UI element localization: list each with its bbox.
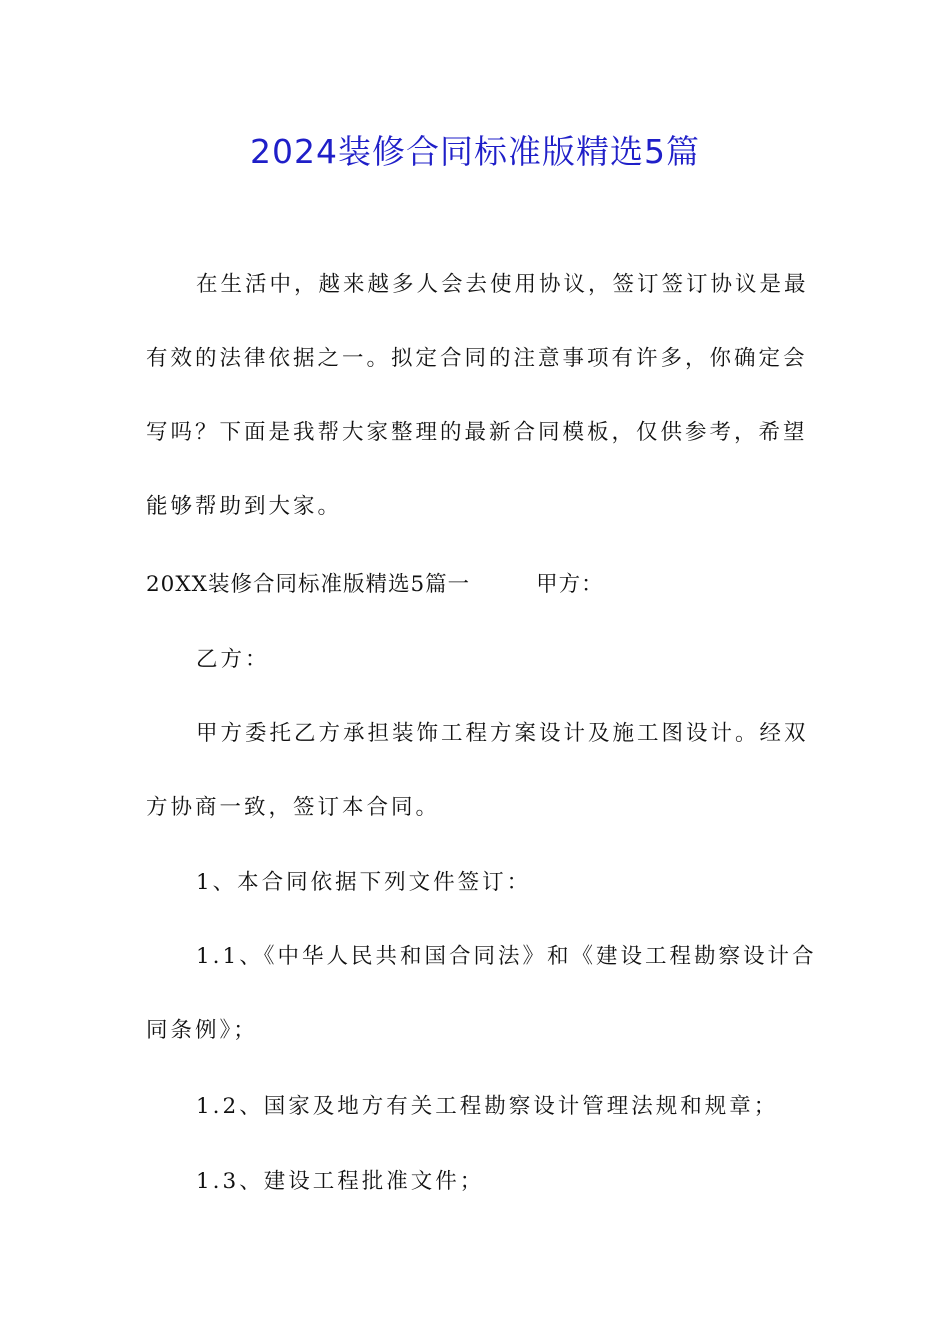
entrust-paragraph [146,715,809,863]
entrust-line: 甲方委托乙方承担装饰工程方案设计及施工图设计。经双 [196,721,809,746]
intro-paragraph [146,266,809,562]
intro-line: 有效的法律依据之一。拟定合同的注意事项有许多，你确定会 [146,346,808,371]
entrust-line: 方协商一致，签订本合同。 [146,795,441,820]
intro-line: 在生活中，越来越多人会去使用协议，签订签订协议是最 [196,272,809,297]
intro-line: 写吗？下面是我帮大家整理的最新合同模板，仅供参考，希望 [146,420,808,445]
clause-1-1 [146,938,817,1086]
document-title: 2024装修合同标准版精选5篇 [250,132,700,171]
party-b-label: 乙方： [196,647,270,672]
intro-line: 能够帮助到大家。 [146,494,343,519]
section-heading-line [146,566,806,603]
section-heading: 20XX装修合同标准版精选5篇一 [146,572,471,597]
clause-1: 1、本合同依据下列文件签订： [196,870,532,895]
clause-1-3: 1.3、建设工程批准文件； [196,1169,485,1194]
clause-1-1-line: 同条例》； [146,1018,258,1043]
party-a-label: 甲方： [536,572,604,597]
clause-1-1-line: 1.1、《中华人民共和国合同法》和《建设工程勘察设计合 [196,944,817,969]
clause-1-2: 1.2、国家及地方有关工程勘察设计管理法规和规章； [196,1094,779,1119]
